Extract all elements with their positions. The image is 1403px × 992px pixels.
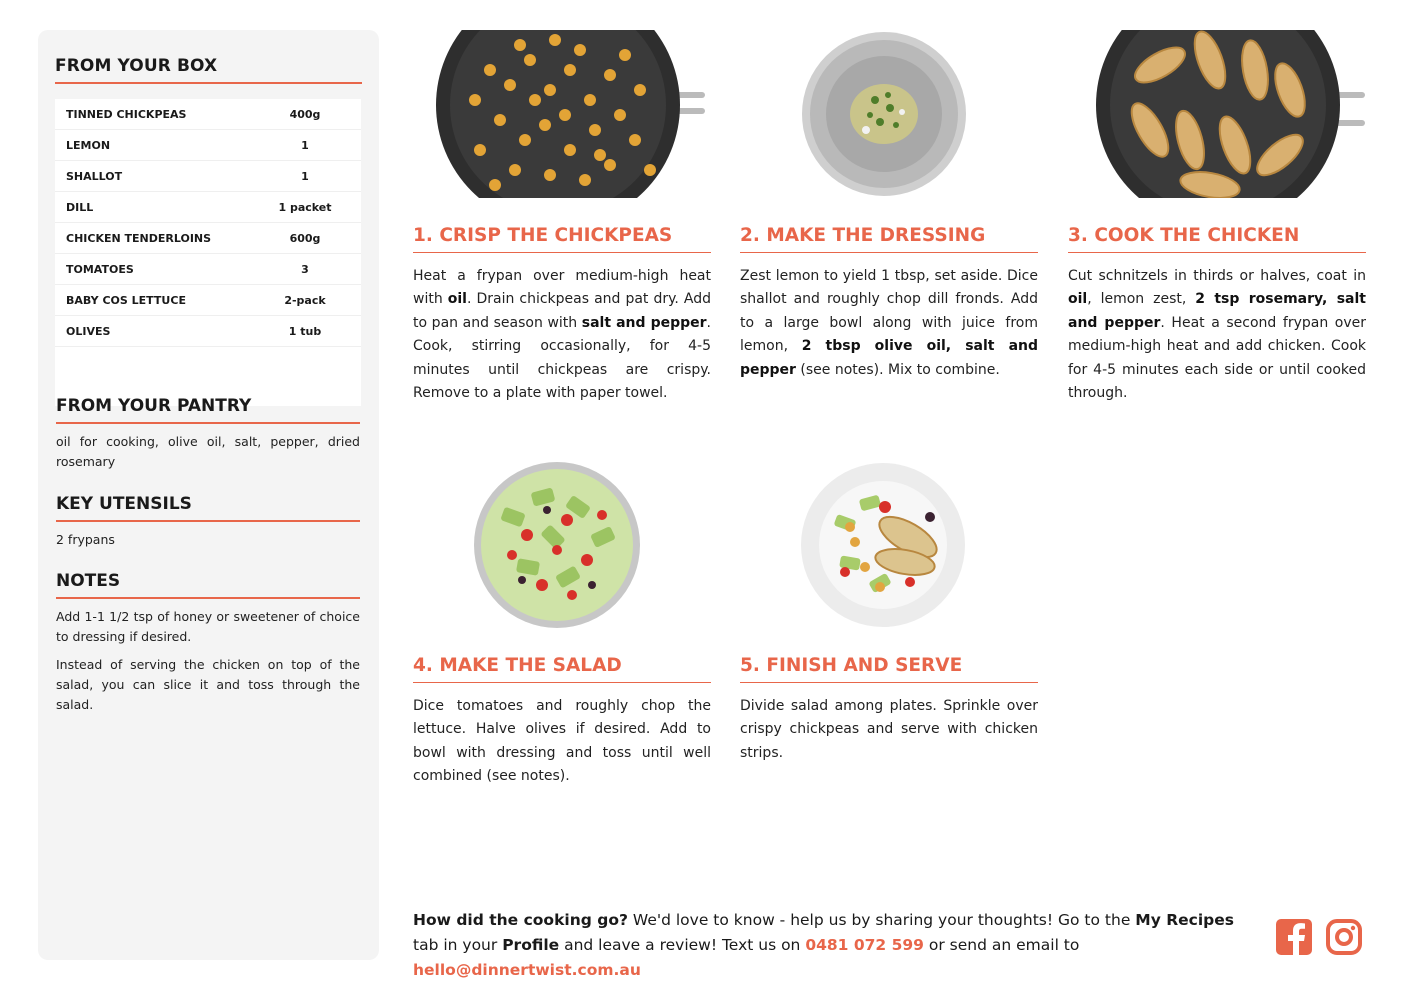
from-your-box-heading: FROM YOUR BOX: [55, 56, 218, 76]
notes-section: [56, 571, 360, 715]
ingredient-qty: 400g: [289, 107, 321, 121]
ingredient-name: SHALLOT: [66, 169, 123, 183]
step-2: [740, 225, 1038, 382]
utensils-text: 2 frypans: [56, 532, 115, 547]
ingredient-row: [55, 130, 361, 161]
step-5-text: Divide salad among plates. Sprinkle over crispy chickpeas and serve with chicken strips.: [740, 698, 1038, 761]
profile-link[interactable]: Profile: [502, 936, 560, 954]
ingredient-row: [55, 254, 361, 285]
step-1-heading: 1. CRISP THE CHICKPEAS: [413, 225, 711, 253]
utensils-section: [56, 494, 360, 550]
plated-salad-image: [800, 462, 966, 628]
ingredient-name: DILL: [66, 200, 94, 214]
ingredient-qty: 1: [301, 138, 309, 152]
ingredient-name: CHICKEN TENDERLOINS: [66, 231, 212, 245]
ingredient-row: [55, 223, 361, 254]
pantry-text: oil for cooking, olive oil, salt, pepper, dried rosemary: [56, 434, 360, 469]
ingredient-qty: 600g: [289, 231, 321, 245]
email-link[interactable]: hello@dinnertwist.com.au: [413, 961, 641, 979]
salad-bowl-image: [472, 460, 642, 630]
ingredient-name: OLIVES: [66, 324, 111, 338]
ingredient-qty: 1 tub: [288, 324, 322, 338]
step-4-heading: 4. MAKE THE SALAD: [413, 655, 711, 683]
my-recipes-link[interactable]: My Recipes: [1135, 911, 1234, 929]
feedback-footer: How did the cooking go? We'd love to know - help us by sharing your thoughts! Go to the My Recipes tab in your Profile and leave a review! Text us on 0481 072 599 or send an email to hello@dinnertwist.com.au: [413, 911, 1234, 979]
notes-heading: NOTES: [56, 571, 360, 599]
facebook-icon[interactable]: [1275, 918, 1313, 956]
instagram-icon[interactable]: [1325, 918, 1363, 956]
ingredient-name: TINNED CHICKPEAS: [66, 107, 187, 121]
pantry-section: [56, 396, 360, 472]
step-3-heading: 3. COOK THE CHICKEN: [1068, 225, 1366, 253]
step-1: [413, 225, 711, 405]
ingredient-row: [55, 285, 361, 316]
ingredient-qty: 1: [301, 169, 309, 183]
step-3-text: Cut schnitzels in thirds or halves, coat in oil, lemon zest, 2 tsp rosemary, salt and pepper. Heat a second frypan over medium-high heat and add chicken. Cook for 4-5 minutes each side or until cooked through.: [1068, 268, 1366, 402]
ingredient-row: [55, 316, 361, 347]
step-4: [413, 655, 711, 789]
pantry-heading: FROM YOUR PANTRY: [56, 396, 360, 424]
ingredient-row: [55, 99, 361, 130]
step-2-heading: 2. MAKE THE DRESSING: [740, 225, 1038, 253]
step-5-heading: 5. FINISH AND SERVE: [740, 655, 1038, 683]
step-2-text: Zest lemon to yield 1 tbsp, set aside. Dice shallot and roughly chop dill fronds. Add to a large bowl along with juice from lemon, 2 tbsp olive oil, salt and pepper (see notes). Mix to combine.: [740, 268, 1039, 378]
dressing-bowl-image: [800, 30, 968, 198]
phone-link[interactable]: 0481 072 599: [805, 936, 924, 954]
heading-divider: [55, 82, 362, 84]
ingredient-row: [55, 192, 361, 223]
ingredient-name: BABY COS LETTUCE: [66, 293, 186, 307]
ingredient-name: LEMON: [66, 138, 111, 152]
step-5: [740, 655, 1038, 765]
chickpeas-pan-image: [420, 30, 710, 200]
step-3: [1068, 225, 1366, 405]
chicken-pan-image: [1090, 30, 1370, 200]
ingredient-row: [55, 161, 361, 192]
ingredient-table: [55, 99, 361, 406]
ingredient-qty: 1 packet: [278, 200, 332, 214]
sidebar: [38, 30, 379, 960]
ingredient-name: TOMATOES: [66, 262, 134, 276]
ingredient-qty: 2-pack: [284, 293, 326, 307]
ingredient-qty: 3: [301, 262, 309, 276]
step-4-text: Dice tomatoes and roughly chop the lettuce. Halve olives if desired. Add to bowl with dressing and toss until well combined (see notes).: [413, 698, 711, 785]
footer-question: How did the cooking go?: [413, 911, 628, 929]
utensils-heading: KEY UTENSILS: [56, 494, 360, 522]
note-1: Add 1-1 1/2 tsp of honey or sweetener of choice to dressing if desired.: [56, 609, 360, 644]
step-1-text: Heat a frypan over medium-high heat with oil. Drain chickpeas and pat dry. Add to pan and season with salt and pepper. Cook, stirring occasionally, for 4-5 minutes until chickpeas are crispy. Remove to a plate with paper towel.: [413, 268, 711, 402]
note-2: Instead of serving the chicken on top of the salad, you can slice it and toss through the salad.: [56, 657, 360, 712]
